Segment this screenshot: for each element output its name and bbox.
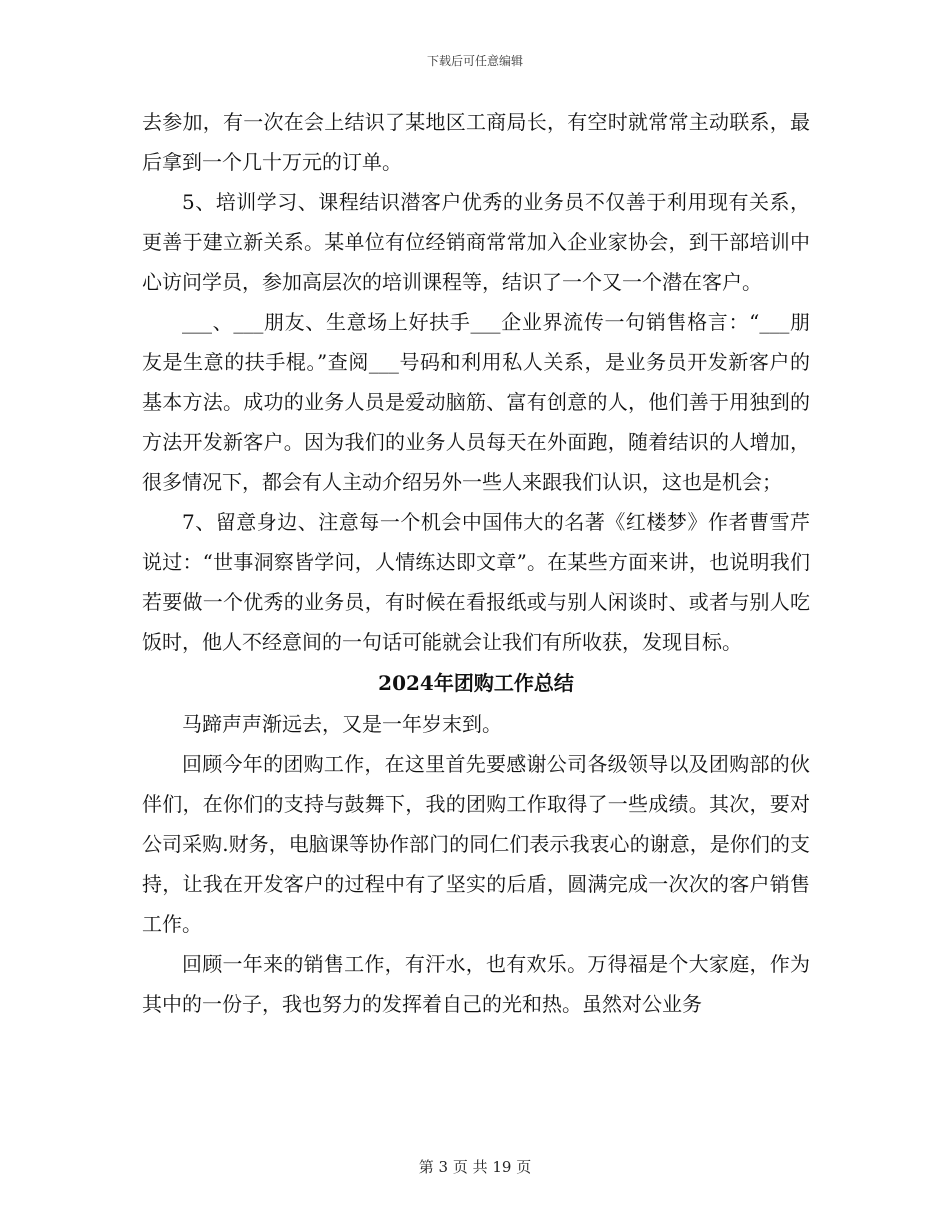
- page-footer: 第 3 页 共 19 页: [418, 1158, 532, 1176]
- paragraph-4: 7、留意身边、注意每一个机会中国伟大的名著《红楼梦》作者曹雪芹说过：“世事洞察皆学问，人情练达即文章”。在某些方面来讲，也说明我们若要做一个优秀的业务员，有时候在看报纸或与别人闲谈时、或者与别人吃饭时，他人不经意间的一句话可能就会让我们有所收获，发现目标。: [142, 510, 810, 654]
- section-title: 2024年团购工作总结: [378, 671, 574, 695]
- paragraph-1: 去参加，有一次在会上结识了某地区工商局长，有空时就常常主动联系，最后拿到一个几十万元的订单。: [142, 110, 810, 174]
- paragraph-5: 马蹄声声渐远去，又是一年岁末到。: [182, 712, 502, 736]
- paragraph-6: 回顾今年的团购工作，在这里首先要感谢公司各级领导以及团购部的伙伴们，在你们的支持与鼓舞下，我的团购工作取得了一些成绩。其次，要对公司采购.财务，电脑课等协作部门的同仁们表示我衷心的谢意，是你们的支持，让我在开发客户的过程中有了坚实的后盾，圆满完成一次次的客户销售工作。: [142, 752, 810, 936]
- paragraph-7: 回顾一年来的销售工作，有汗水，也有欢乐。万得福是个大家庭，作为其中的一份子，我也努力的发挥着自己的光和热。虽然对公业务: [142, 952, 810, 1016]
- paragraph-2: 5、培训学习、课程结识潜客户优秀的业务员不仅善于利用现有关系，更善于建立新关系。某单位有位经销商常常加入企业家协会，到干部培训中心访问学员，参加高层次的培训课程等，结识了一个又一个潜在客户。: [142, 190, 810, 294]
- page-header: 下载后可任意编辑: [426, 54, 523, 68]
- paragraph-3: ___、___朋友、生意场上好扶手___企业界流传一句销售格言：“___朋友是生意的扶手棍。”查阅___号码和利用私人关系，是业务员开发新客户的基本方法。成功的业务人员是爱动脑筋、富有创意的人，他们善于用独到的方法开发新客户。因为我们的业务人员每天在外面跑，随着结识的人增加，很多情况下，都会有人主动介绍另外一些人来跟我们认识，这也是机会；: [142, 310, 810, 494]
- document-body: [142, 102, 810, 1024]
